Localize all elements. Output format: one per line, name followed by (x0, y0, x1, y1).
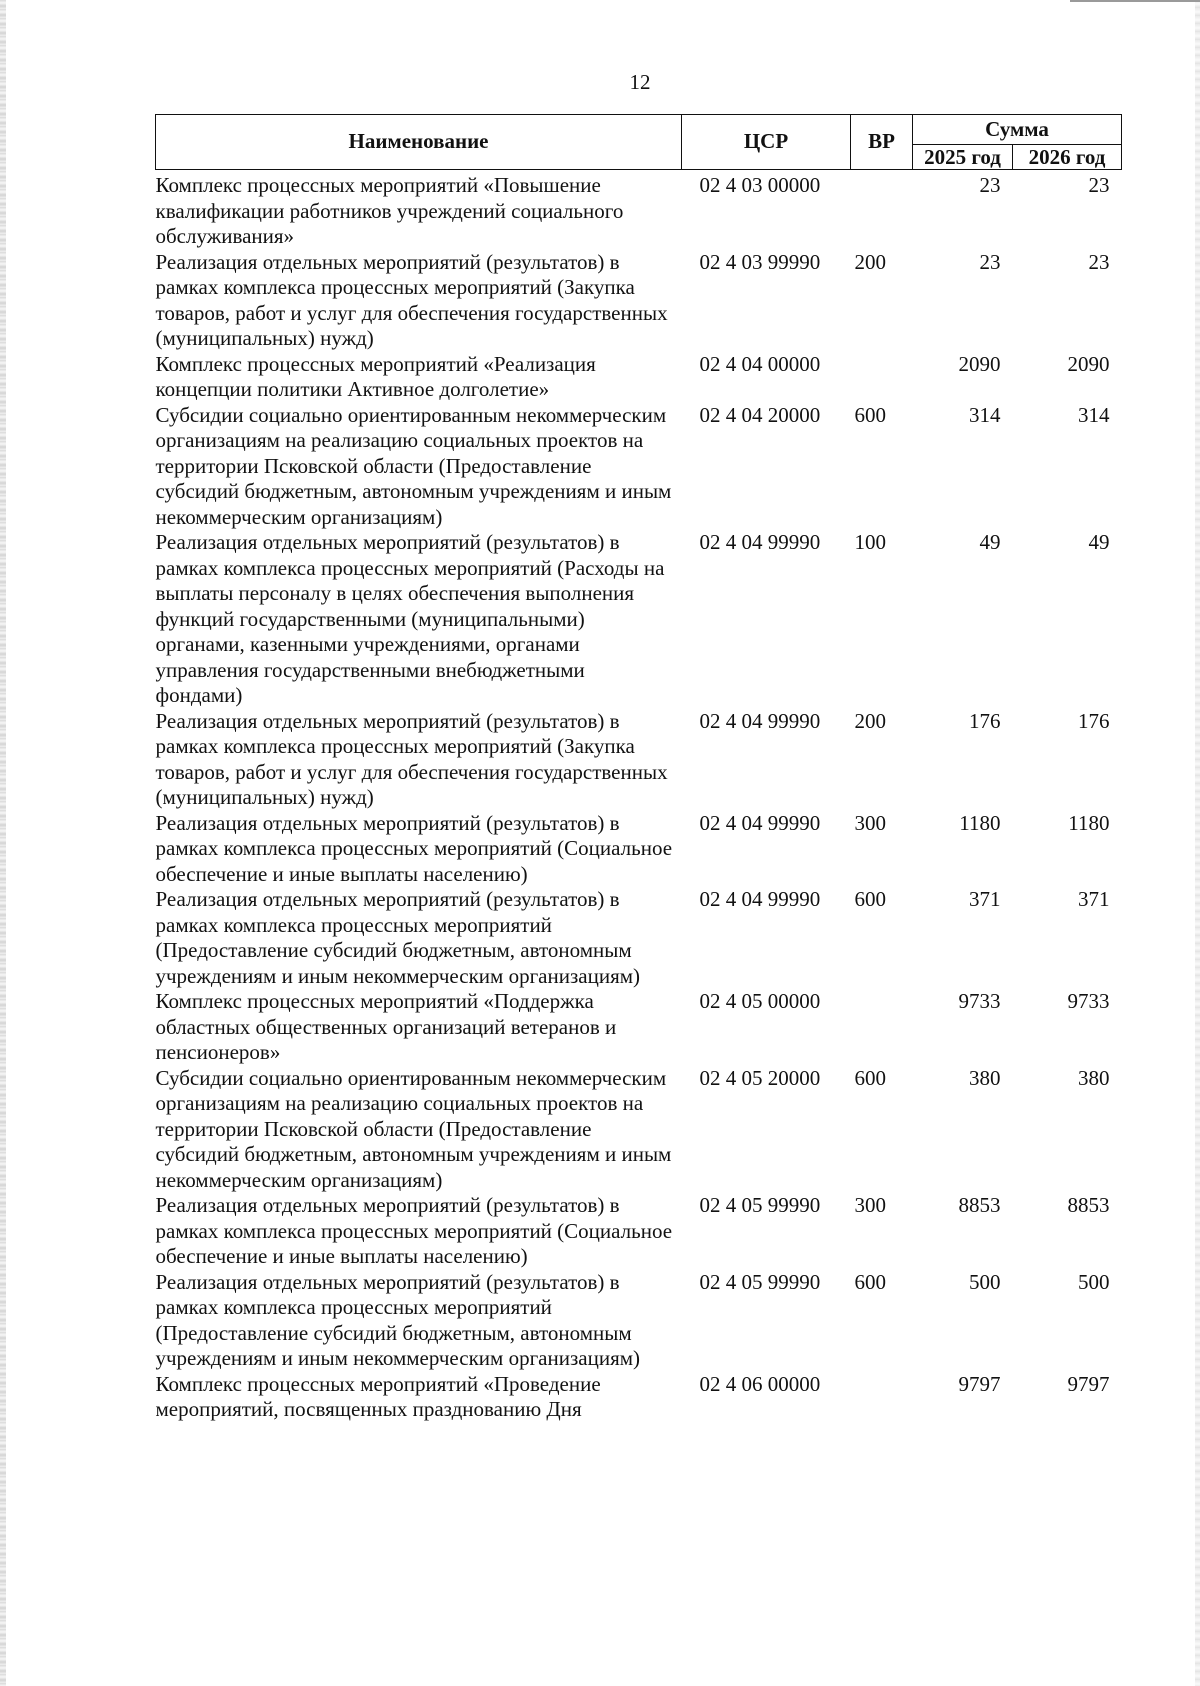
row-name: Реализация отдельных мероприятий (результатов) в рамках комплекса процессных мероприятий (Предоставление субсидий бюджетным, автономным учреждениям и иным некоммерческим организациям) (155, 1269, 641, 1370)
row-csr-code: 02 4 04 99990 (699, 530, 821, 554)
scan-edge-right (1195, 0, 1200, 1686)
row-csr-code: 02 4 04 99990 (699, 887, 821, 911)
row-amount-2026: 314 (1078, 402, 1110, 427)
row-amount-2026: 9797 (1067, 1371, 1110, 1396)
row-csr-code: 02 4 05 99990 (699, 1193, 821, 1217)
row-vr-code (851, 1372, 913, 1423)
row-amount-2026: 23 (1088, 249, 1110, 274)
row-csr-code: 02 4 04 00000 (699, 351, 821, 376)
table-row (156, 1193, 1122, 1270)
row-amount-2026: 500 (1078, 1269, 1110, 1294)
row-amount-2025: 176 (969, 708, 1001, 733)
row-vr-code: 300 (854, 810, 886, 835)
row-amount-2025: 23 (979, 249, 1001, 274)
row-amount-2025: 380 (969, 1065, 1001, 1090)
row-name: Комплекс процессных мероприятий «Поддержка областных общественных организаций ветеранов и пенсионеров» (155, 989, 617, 1064)
row-amount-2025: 1180 (959, 810, 1001, 835)
row-csr-code: 02 4 04 99990 (699, 810, 821, 835)
row-vr-code: 100 (854, 530, 886, 554)
page-number: 12 (629, 70, 651, 94)
row-amount-2026: 371 (1078, 887, 1110, 911)
table-row (156, 1372, 1122, 1423)
row-vr-code: 600 (854, 887, 886, 911)
table-row (156, 530, 1122, 709)
row-amount-2025: 23 (979, 173, 1001, 197)
header-year-2025: 2025 год (913, 144, 1013, 169)
row-vr-code (851, 170, 913, 250)
row-csr-code: 02 4 04 99990 (699, 708, 821, 733)
row-vr-code: 200 (854, 249, 886, 274)
row-amount-2025: 371 (969, 887, 1001, 911)
table-row (156, 1066, 1122, 1194)
row-name: Субсидии социально ориентированным некоммерческим организациям на реализацию социальных проектов на территории Псковской области (Предоставление субсидий бюджетным, автономным учреждениям и иным некоммерческим организациям) (155, 402, 672, 529)
table-row (156, 709, 1122, 811)
row-vr-code: 600 (854, 402, 886, 427)
row-amount-2026: 2090 (1067, 351, 1110, 376)
header-csr: ЦСР (682, 115, 851, 170)
row-name: Комплекс процессных мероприятий «Реализация концепции политики Активное долголетие» (155, 351, 596, 401)
row-amount-2025: 2090 (958, 351, 1001, 376)
row-vr-code (851, 989, 913, 1066)
row-amount-2026: 9733 (1067, 989, 1110, 1013)
row-amount-2025: 49 (979, 530, 1001, 554)
row-amount-2026: 176 (1078, 708, 1110, 733)
table-row (156, 352, 1122, 403)
scan-edge-left (0, 0, 6, 1686)
row-name: Реализация отдельных мероприятий (результатов) в рамках комплекса процессных мероприятий (Социальное обеспечение и иные выплаты населению) (155, 1193, 673, 1268)
row-csr-code: 02 4 03 00000 (699, 173, 821, 197)
table-row (156, 403, 1122, 531)
row-name: Реализация отдельных мероприятий (результатов) в рамках комплекса процессных мероприятий (Расходы на выплаты персоналу в целях обеспечения выполнения функций государственными (муниципальными) органами, казенными учреждениями, органами управления государственными внебюджетными фондами) (155, 530, 665, 707)
row-vr-code: 600 (854, 1269, 886, 1294)
row-name: Реализация отдельных мероприятий (результатов) в рамках комплекса процессных мероприятий (Закупка товаров, работ и услуг для обеспечения государственных (муниципальных) нужд) (155, 249, 668, 350)
table-row (156, 989, 1122, 1066)
row-csr-code: 02 4 03 99990 (699, 249, 821, 274)
table-row (156, 250, 1122, 352)
row-vr-code: 200 (854, 708, 886, 733)
row-amount-2026: 8853 (1067, 1193, 1110, 1217)
row-csr-code: 02 4 06 00000 (699, 1371, 821, 1396)
row-amount-2026: 380 (1078, 1065, 1110, 1090)
row-vr-code: 600 (854, 1065, 886, 1090)
row-amount-2025: 9733 (958, 989, 1001, 1013)
table-row (156, 170, 1122, 250)
row-amount-2025: 9797 (958, 1371, 1001, 1396)
row-amount-2026: 23 (1088, 173, 1110, 197)
row-csr-code: 02 4 05 99990 (699, 1269, 821, 1294)
row-name: Субсидии социально ориентированным некоммерческим организациям на реализацию социальных проектов на территории Псковской области (Предоставление субсидий бюджетным, автономным учреждениям и иным некоммерческим организациям) (155, 1065, 672, 1192)
table-row (156, 1270, 1122, 1372)
budget-table (155, 114, 1122, 1423)
row-name: Реализация отдельных мероприятий (результатов) в рамках комплекса процессных мероприятий (Закупка товаров, работ и услуг для обеспечения государственных (муниципальных) нужд) (155, 708, 668, 809)
row-amount-2026: 1180 (1068, 810, 1110, 835)
row-csr-code: 02 4 04 20000 (699, 402, 821, 427)
row-vr-code: 300 (854, 1193, 886, 1217)
row-amount-2025: 314 (969, 402, 1001, 427)
row-name: Комплекс процессных мероприятий «Проведение мероприятий, посвященных празднованию Дня (155, 1371, 601, 1421)
table-body (156, 170, 1122, 1423)
header-vr: ВР (851, 115, 913, 170)
table-row (156, 811, 1122, 888)
row-csr-code: 02 4 05 00000 (699, 989, 821, 1013)
row-vr-code (851, 352, 913, 403)
header-name: Наименование (156, 115, 682, 170)
row-amount-2025: 500 (969, 1269, 1001, 1294)
row-name: Реализация отдельных мероприятий (результатов) в рамках комплекса процессных мероприятий (Социальное обеспечение и иные выплаты населению) (155, 810, 673, 886)
row-csr-code: 02 4 05 20000 (699, 1065, 821, 1090)
scan-edge-top (1070, 0, 1200, 2)
row-amount-2026: 49 (1088, 530, 1110, 554)
header-sum: Сумма (913, 115, 1122, 145)
table-header (156, 115, 1122, 170)
row-name: Реализация отдельных мероприятий (результатов) в рамках комплекса процессных мероприятий (Предоставление субсидий бюджетным, автономным учреждениям и иным некоммерческим организациям) (155, 887, 641, 988)
table-row (156, 887, 1122, 989)
row-amount-2025: 8853 (958, 1193, 1001, 1217)
header-year-2026: 2026 год (1013, 144, 1122, 169)
row-name: Комплекс процессных мероприятий «Повышение квалификации работников учреждений социального обслуживания» (155, 173, 624, 248)
